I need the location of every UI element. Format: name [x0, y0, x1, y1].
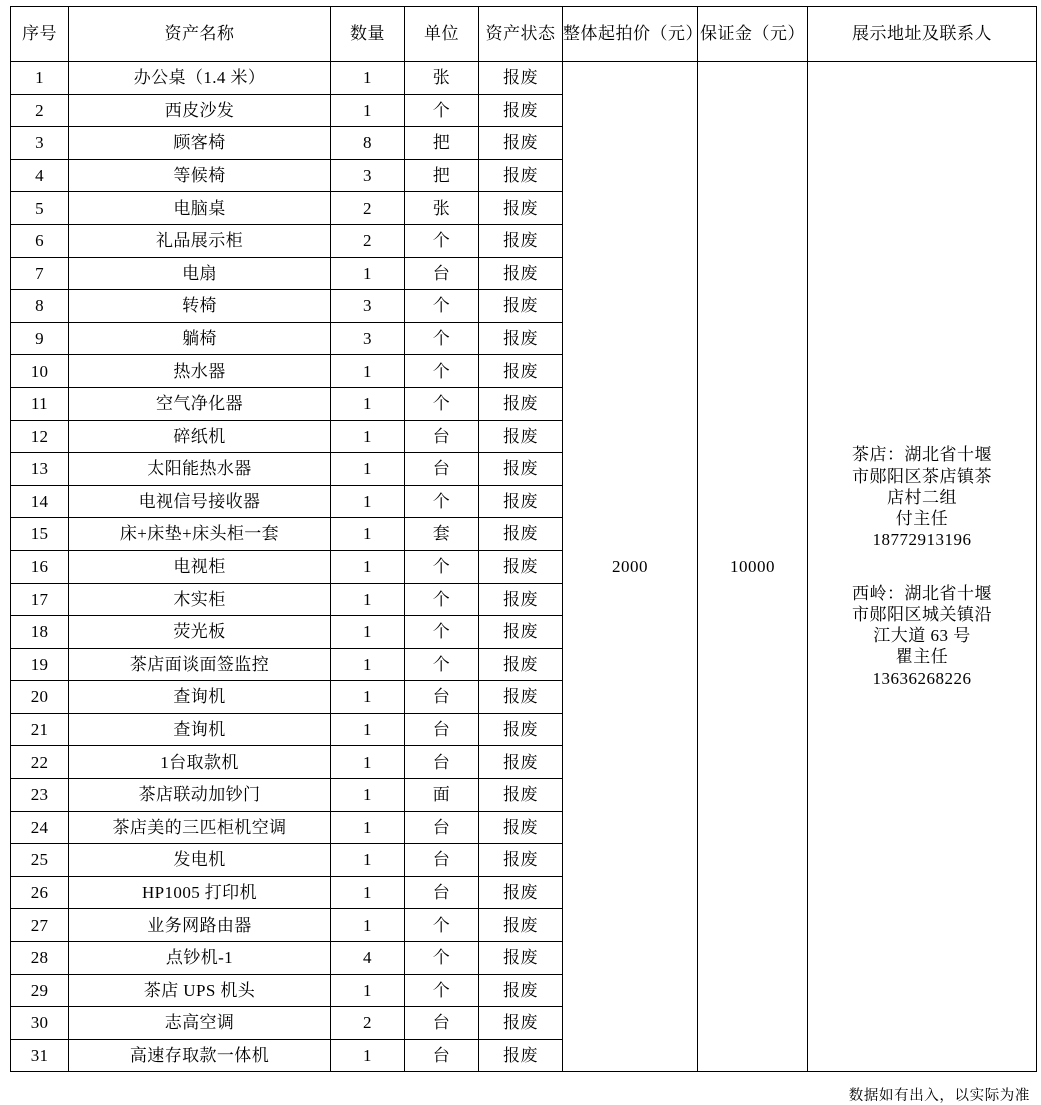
- cell-unit: 个: [405, 94, 479, 127]
- cell-state: 报废: [479, 876, 563, 909]
- cell-unit: 台: [405, 713, 479, 746]
- cell-state: 报废: [479, 127, 563, 160]
- cell-name: 空气净化器: [69, 387, 331, 420]
- address-line: 13636268226: [872, 668, 972, 688]
- cell-unit: 个: [405, 355, 479, 388]
- cell-name: 茶店 UPS 机头: [69, 974, 331, 1007]
- cell-name: 床+床垫+床头柜一套: [69, 518, 331, 551]
- asset-table: [10, 6, 1037, 1072]
- table-body: [11, 62, 1037, 1072]
- cell-name: 顾客椅: [69, 127, 331, 160]
- cell-name: 西皮沙发: [69, 94, 331, 127]
- cell-qty: 1: [331, 811, 405, 844]
- header-address: 展示地址及联系人: [808, 7, 1037, 62]
- cell-index: 12: [11, 420, 69, 453]
- cell-index: 1: [11, 62, 69, 95]
- address-line: 市郧阳区城关镇沿: [852, 604, 992, 624]
- cell-unit: 个: [405, 909, 479, 942]
- cell-state: 报废: [479, 453, 563, 486]
- address-block-xiling: [808, 583, 1036, 689]
- cell-name: 转椅: [69, 290, 331, 323]
- cell-name: 点钞机-1: [69, 942, 331, 975]
- cell-index: 19: [11, 648, 69, 681]
- cell-index: 5: [11, 192, 69, 225]
- cell-qty: 1: [331, 844, 405, 877]
- cell-qty: 1: [331, 485, 405, 518]
- cell-state: 报废: [479, 909, 563, 942]
- header-unit: 单位: [405, 7, 479, 62]
- cell-index: 30: [11, 1007, 69, 1040]
- cell-state: 报废: [479, 485, 563, 518]
- cell-index: 14: [11, 485, 69, 518]
- table-head: [11, 7, 1037, 62]
- cell-name: 办公桌（1.4 米）: [69, 62, 331, 95]
- cell-name: 茶店面谈面签监控: [69, 648, 331, 681]
- cell-qty: 2: [331, 1007, 405, 1040]
- cell-unit: 台: [405, 746, 479, 779]
- cell-state: 报废: [479, 192, 563, 225]
- cell-state: 报废: [479, 550, 563, 583]
- cell-name: 电扇: [69, 257, 331, 290]
- cell-unit: 个: [405, 322, 479, 355]
- cell-qty: 1: [331, 746, 405, 779]
- cell-index: 22: [11, 746, 69, 779]
- cell-name: 木实柜: [69, 583, 331, 616]
- cell-index: 4: [11, 159, 69, 192]
- cell-state: 报废: [479, 159, 563, 192]
- cell-deposit: 10000: [698, 62, 808, 1072]
- cell-unit: 台: [405, 681, 479, 714]
- cell-state: 报废: [479, 648, 563, 681]
- cell-qty: 4: [331, 942, 405, 975]
- cell-unit: 个: [405, 942, 479, 975]
- address-line: 瞿主任: [895, 647, 949, 667]
- cell-qty: 1: [331, 974, 405, 1007]
- cell-qty: 1: [331, 453, 405, 486]
- cell-state: 报废: [479, 974, 563, 1007]
- cell-unit: 套: [405, 518, 479, 551]
- cell-unit: 个: [405, 485, 479, 518]
- cell-state: 报废: [479, 420, 563, 453]
- cell-unit: 把: [405, 127, 479, 160]
- cell-name: 查询机: [69, 681, 331, 714]
- cell-index: 11: [11, 387, 69, 420]
- cell-qty: 1: [331, 583, 405, 616]
- cell-name: 躺椅: [69, 322, 331, 355]
- cell-index: 27: [11, 909, 69, 942]
- cell-state: 报废: [479, 681, 563, 714]
- cell-state: 报废: [479, 779, 563, 812]
- cell-name: 发电机: [69, 844, 331, 877]
- cell-state: 报废: [479, 94, 563, 127]
- cell-name: 茶店联动加钞门: [69, 779, 331, 812]
- cell-unit: 张: [405, 192, 479, 225]
- cell-state: 报废: [479, 1039, 563, 1072]
- cell-index: 18: [11, 616, 69, 649]
- cell-unit: 台: [405, 257, 479, 290]
- cell-state: 报废: [479, 811, 563, 844]
- cell-qty: 1: [331, 779, 405, 812]
- table-header-row: [11, 7, 1037, 62]
- cell-name: HP1005 打印机: [69, 876, 331, 909]
- cell-state: 报废: [479, 616, 563, 649]
- cell-unit: 面: [405, 779, 479, 812]
- cell-qty: 1: [331, 616, 405, 649]
- cell-qty: 1: [331, 94, 405, 127]
- cell-state: 报废: [479, 746, 563, 779]
- cell-unit: 台: [405, 811, 479, 844]
- cell-qty: 1: [331, 648, 405, 681]
- cell-state: 报废: [479, 257, 563, 290]
- cell-unit: 台: [405, 844, 479, 877]
- cell-name: 茶店美的三匹柜机空调: [69, 811, 331, 844]
- cell-index: 23: [11, 779, 69, 812]
- cell-qty: 1: [331, 1039, 405, 1072]
- cell-unit: 台: [405, 1007, 479, 1040]
- cell-qty: 1: [331, 909, 405, 942]
- cell-unit: 个: [405, 224, 479, 257]
- header-deposit: 保证金（元）: [698, 7, 808, 62]
- cell-index: 26: [11, 876, 69, 909]
- header-state: 资产状态: [479, 7, 563, 62]
- cell-index: 2: [11, 94, 69, 127]
- header-qty: 数量: [331, 7, 405, 62]
- cell-start-price: 2000: [563, 62, 698, 1072]
- cell-index: 29: [11, 974, 69, 1007]
- cell-state: 报废: [479, 224, 563, 257]
- cell-state: 报废: [479, 844, 563, 877]
- cell-name: 太阳能热水器: [69, 453, 331, 486]
- cell-qty: 1: [331, 62, 405, 95]
- cell-index: 28: [11, 942, 69, 975]
- cell-qty: 3: [331, 290, 405, 323]
- cell-qty: 1: [331, 681, 405, 714]
- cell-name: 电视信号接收器: [69, 485, 331, 518]
- cell-index: 9: [11, 322, 69, 355]
- cell-index: 3: [11, 127, 69, 160]
- cell-unit: 把: [405, 159, 479, 192]
- cell-state: 报废: [479, 583, 563, 616]
- cell-unit: 台: [405, 420, 479, 453]
- cell-name: 志高空调: [69, 1007, 331, 1040]
- cell-index: 17: [11, 583, 69, 616]
- address-line: 店村二组: [887, 487, 957, 507]
- cell-unit: 台: [405, 453, 479, 486]
- cell-index: 7: [11, 257, 69, 290]
- cell-name: 礼品展示柜: [69, 224, 331, 257]
- address-line: 江大道 63 号: [873, 626, 971, 646]
- cell-unit: 张: [405, 62, 479, 95]
- address-line: 付主任: [895, 509, 949, 529]
- cell-qty: 1: [331, 387, 405, 420]
- cell-unit: 个: [405, 616, 479, 649]
- cell-qty: 3: [331, 159, 405, 192]
- cell-unit: 个: [405, 387, 479, 420]
- address-block-chadian: [808, 444, 1036, 550]
- cell-state: 报废: [479, 62, 563, 95]
- cell-name: 查询机: [69, 713, 331, 746]
- cell-qty: 8: [331, 127, 405, 160]
- cell-index: 25: [11, 844, 69, 877]
- cell-state: 报废: [479, 387, 563, 420]
- header-index: 序号: [11, 7, 69, 62]
- cell-unit: 个: [405, 290, 479, 323]
- header-price: 整体起拍价（元）: [563, 7, 698, 62]
- cell-qty: 1: [331, 420, 405, 453]
- cell-index: 15: [11, 518, 69, 551]
- cell-unit: 个: [405, 974, 479, 1007]
- cell-index: 21: [11, 713, 69, 746]
- cell-index: 31: [11, 1039, 69, 1072]
- cell-unit: 个: [405, 550, 479, 583]
- cell-name: 1台取款机: [69, 746, 331, 779]
- address-line: 西岭：湖北省十堰: [852, 583, 992, 603]
- cell-index: 6: [11, 224, 69, 257]
- cell-state: 报废: [479, 713, 563, 746]
- table-row: [11, 62, 1037, 95]
- cell-state: 报废: [479, 942, 563, 975]
- cell-qty: 1: [331, 876, 405, 909]
- cell-qty: 1: [331, 355, 405, 388]
- cell-state: 报废: [479, 322, 563, 355]
- cell-qty: 3: [331, 322, 405, 355]
- cell-state: 报废: [479, 355, 563, 388]
- cell-index: 10: [11, 355, 69, 388]
- cell-index: 8: [11, 290, 69, 323]
- cell-state: 报废: [479, 290, 563, 323]
- header-name: 资产名称: [69, 7, 331, 62]
- cell-name: 业务网路由器: [69, 909, 331, 942]
- cell-qty: 1: [331, 713, 405, 746]
- cell-unit: 个: [405, 648, 479, 681]
- cell-unit: 台: [405, 1039, 479, 1072]
- cell-name: 电视柜: [69, 550, 331, 583]
- address-spacer: [808, 551, 1036, 583]
- cell-name: 碎纸机: [69, 420, 331, 453]
- address-line: 市郧阳区茶店镇茶: [852, 466, 992, 486]
- cell-unit: 个: [405, 583, 479, 616]
- footnote: 数据如有出入，以实际为准: [848, 1088, 1030, 1105]
- cell-address-contact: [808, 62, 1037, 1072]
- address-line: 18772913196: [872, 530, 972, 550]
- cell-qty: 1: [331, 518, 405, 551]
- cell-qty: 2: [331, 224, 405, 257]
- cell-index: 20: [11, 681, 69, 714]
- cell-name: 高速存取款一体机: [69, 1039, 331, 1072]
- cell-state: 报废: [479, 518, 563, 551]
- address-line: 茶店：湖北省十堰: [852, 445, 992, 465]
- cell-index: 24: [11, 811, 69, 844]
- cell-qty: 1: [331, 550, 405, 583]
- cell-index: 16: [11, 550, 69, 583]
- cell-state: 报废: [479, 1007, 563, 1040]
- cell-name: 荧光板: [69, 616, 331, 649]
- cell-qty: 2: [331, 192, 405, 225]
- cell-unit: 台: [405, 876, 479, 909]
- cell-name: 电脑桌: [69, 192, 331, 225]
- cell-qty: 1: [331, 257, 405, 290]
- cell-name: 热水器: [69, 355, 331, 388]
- cell-index: 13: [11, 453, 69, 486]
- cell-name: 等候椅: [69, 159, 331, 192]
